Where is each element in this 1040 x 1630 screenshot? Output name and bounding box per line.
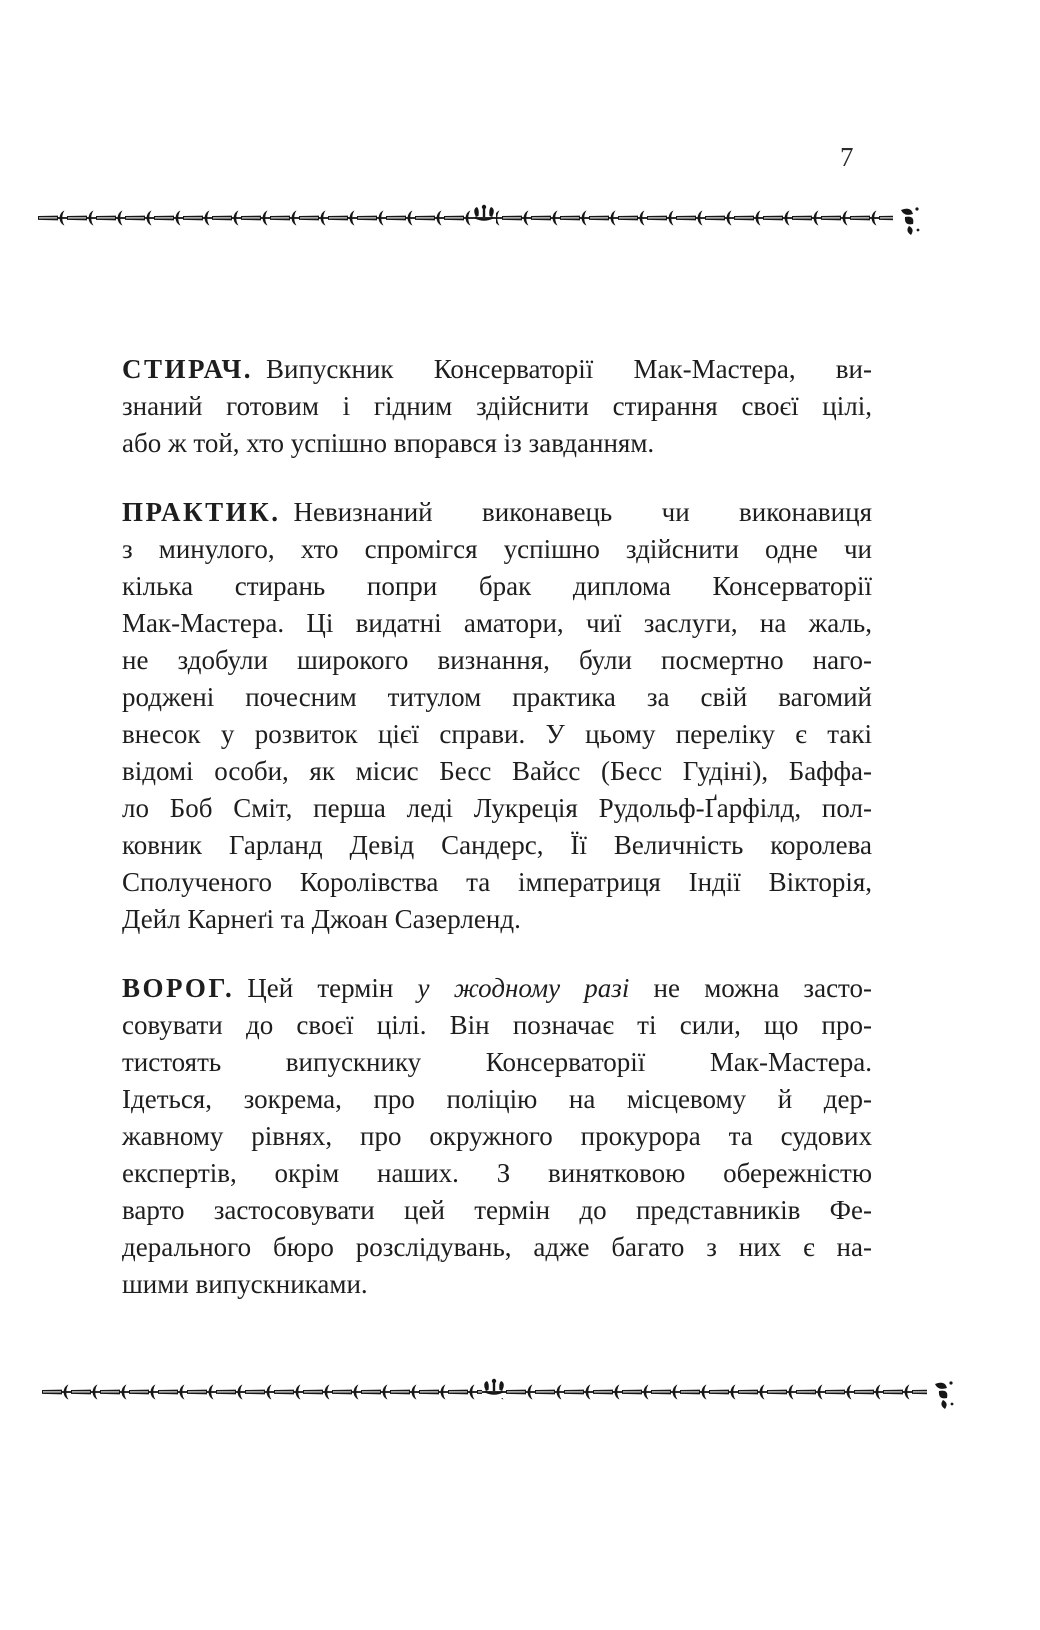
text-segment: роджені почесним титулом практика за свій вагомий bbox=[122, 682, 872, 712]
paragraph bbox=[122, 351, 872, 462]
page-number: 7 bbox=[840, 142, 854, 172]
text-line bbox=[122, 425, 872, 462]
text-line bbox=[122, 901, 872, 938]
text-line bbox=[122, 827, 872, 864]
text-line bbox=[122, 531, 872, 568]
text-segment: варто застосовувати цей термін до представників Фе- bbox=[122, 1195, 872, 1225]
text-segment: з минулого, хто спромігся успішно здійснити одне чи bbox=[122, 534, 872, 564]
text-segment: шими випускниками. bbox=[122, 1269, 368, 1299]
text-line bbox=[122, 790, 872, 827]
text-line bbox=[122, 1118, 872, 1155]
paragraph bbox=[122, 494, 872, 938]
text-line bbox=[122, 568, 872, 605]
end-flourish-icon bbox=[935, 1381, 953, 1409]
text-segment: Ідеться, зокрема, про поліцію на місцевому й дер- bbox=[122, 1084, 872, 1114]
chain-pattern bbox=[38, 201, 893, 235]
text-segment: Невизнаний виконавець чи виконавиця bbox=[293, 497, 872, 527]
text-segment: совувати до своєї цілі. Він позначає ті сили, що про- bbox=[122, 1010, 872, 1040]
text-line bbox=[122, 864, 872, 901]
text-line bbox=[122, 351, 872, 388]
paragraph bbox=[122, 970, 872, 1303]
text-segment: внесок у розвиток цієї справи. У цьому переліку є такі bbox=[122, 719, 872, 749]
text-segment: дерального бюро розслідувань, адже багато з них є на- bbox=[122, 1232, 872, 1262]
text-segment: знаний готовим і гідним здійснити стирання своєї цілі, bbox=[122, 391, 872, 421]
text-segment: не можна засто- bbox=[629, 973, 872, 1003]
text-segment: ковник Гарланд Девід Сандерс, Її Величність королева bbox=[122, 830, 872, 860]
text-line bbox=[122, 1229, 872, 1266]
text-line bbox=[122, 642, 872, 679]
bottom-chain-rule-ornament bbox=[42, 1375, 967, 1409]
text-segment: Сполученого Королівства та імператриця Індії Вікторія, bbox=[122, 867, 872, 897]
top-chain-rule-ornament bbox=[38, 201, 931, 235]
text-line bbox=[122, 716, 872, 753]
text-line bbox=[122, 1192, 872, 1229]
text-segment: Випускник Консерваторії Мак-Мастера, ви- bbox=[266, 354, 872, 384]
text-line bbox=[122, 970, 872, 1007]
term-label: СТИРАЧ. bbox=[122, 354, 254, 384]
text-segment: експертів, окрім наших. З винятковою обережністю bbox=[122, 1158, 872, 1188]
term-label: ПРАКТИК. bbox=[122, 497, 281, 527]
text-segment: відомі особи, як місис Бесс Вайсс (Бесс Гудіні), Баффа- bbox=[122, 756, 872, 786]
text-line bbox=[122, 679, 872, 716]
text-segment: кілька стирань попри брак диплома Консерваторії bbox=[122, 571, 872, 601]
text-segment: ло Боб Сміт, перша леді Лукреція Рудольф-Ґарфілд, пол- bbox=[122, 793, 872, 823]
end-flourish-icon bbox=[901, 207, 919, 235]
text-segment: жавному рівнях, про окружного прокурора та судових bbox=[122, 1121, 872, 1151]
text-line bbox=[122, 1155, 872, 1192]
text-line bbox=[122, 1044, 872, 1081]
text-line bbox=[122, 1081, 872, 1118]
text-segment: тистоять випускнику Консерваторії Мак-Мастера. bbox=[122, 1047, 872, 1077]
text-segment: Цей термін bbox=[247, 973, 418, 1003]
term-label: ВОРОГ. bbox=[122, 973, 235, 1003]
text-segment: у жодному разі bbox=[417, 973, 630, 1003]
text-line bbox=[122, 1266, 872, 1303]
text-line bbox=[122, 1007, 872, 1044]
text-block bbox=[122, 351, 872, 1303]
text-segment: або ж той, хто успішно впорався із завданням. bbox=[122, 428, 655, 458]
text-line bbox=[122, 605, 872, 642]
text-line bbox=[122, 388, 872, 425]
text-line bbox=[122, 753, 872, 790]
text-line bbox=[122, 494, 872, 531]
text-segment: не здобули широкого визнання, були посмертно наго- bbox=[122, 645, 872, 675]
text-segment: Мак-Мастера. Ці видатні аматори, чиї заслуги, на жаль, bbox=[122, 608, 872, 638]
text-segment: Дейл Карнеґі та Джоан Сазерленд. bbox=[122, 904, 521, 934]
